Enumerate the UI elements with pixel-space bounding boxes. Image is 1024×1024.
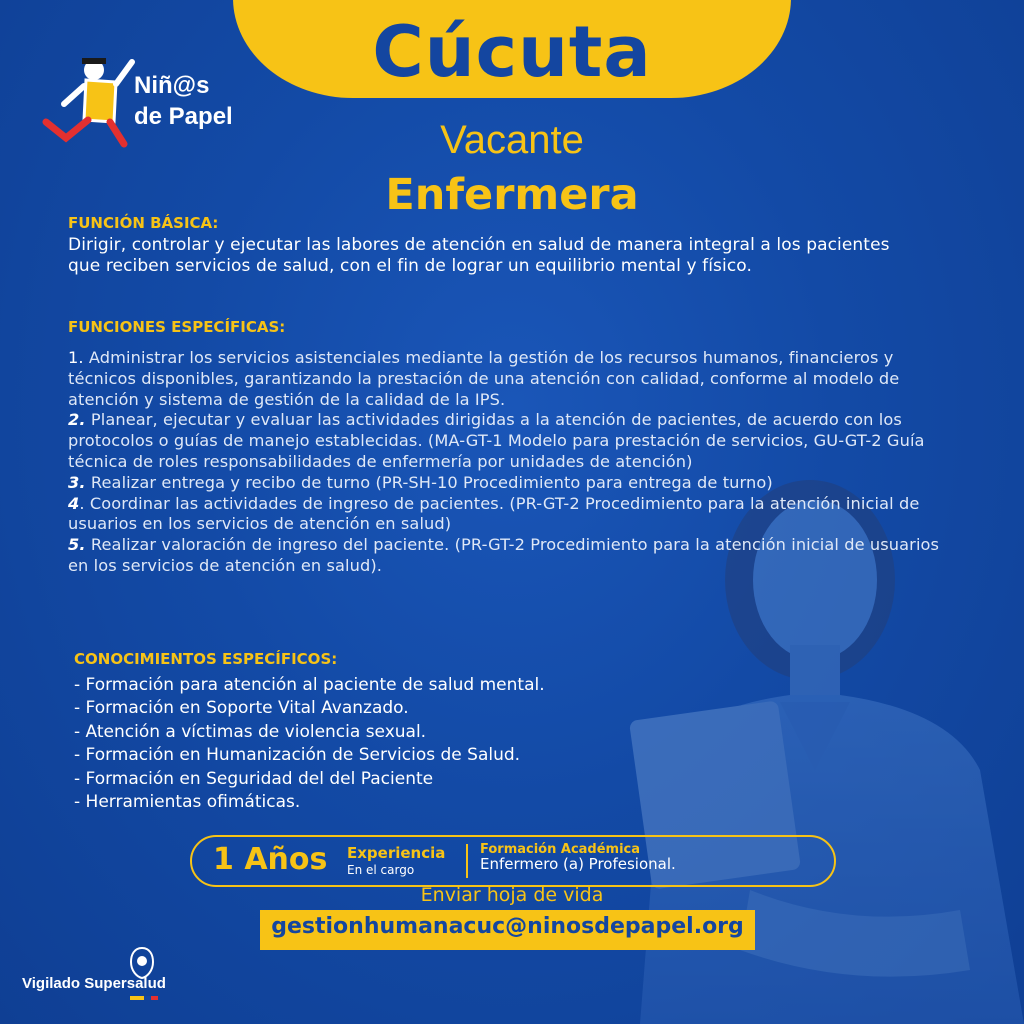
list-item: - Formación para atención al paciente de salud mental. bbox=[74, 674, 674, 697]
list-item: 3. Realizar entrega y recibo de turno (PR-SH-10 Procedimiento para entrega de turno) bbox=[68, 472, 773, 492]
list-item: 4. Coordinar las actividades de ingreso de pacientes. (PR-GT-2 Procedimiento para la atención inicial de usuarios en los servicios de atención en salud) bbox=[68, 493, 920, 534]
list-item: - Formación en Humanización de Servicios de Salud. bbox=[74, 744, 674, 767]
list-item: 2. Planear, ejecutar y evaluar las actividades dirigidas a la atención de pacientes, de acuerdo con los protocolos o guías de manejo establecidas. (MA-GT-1 Modelo para prestación de servicios, GU-GT-2 Guía técnica de roles responsabilidades de enfermería por unidades de atención) bbox=[68, 410, 925, 471]
experience-label: Experiencia bbox=[347, 844, 446, 862]
list-item: - Herramientas ofimáticas. bbox=[74, 791, 674, 814]
city-title: Cúcuta bbox=[372, 11, 652, 93]
education-label: Formación Académica bbox=[480, 842, 641, 857]
list-item: - Formación en Seguridad del del Paciente bbox=[74, 768, 674, 791]
list-item: - Formación en Soporte Vital Avanzado. bbox=[74, 697, 674, 720]
contact-email-link[interactable]: gestionhumanacuc@ninosdepapel.org bbox=[271, 914, 744, 939]
divider bbox=[466, 844, 468, 878]
education-value: Enfermero (a) Profesional. bbox=[480, 855, 676, 873]
experience-years: 1 Años bbox=[213, 842, 328, 877]
basic-function-heading: FUNCIÓN BÁSICA: bbox=[68, 214, 219, 232]
vigilado-supersalud-label: Vigilado Supersalud bbox=[22, 975, 166, 992]
job-title: Enfermera bbox=[385, 170, 639, 220]
send-cv-label: Enviar hoja de vida bbox=[420, 884, 604, 906]
basic-function-text: Dirigir, controlar y ejecutar las labores de atención en salud de manera integral a los pacientes que reciben servicios de salud, con el fin de lograr un equilibrio mental y físico. bbox=[68, 235, 890, 276]
colombia-flag-icon bbox=[130, 996, 158, 1000]
specific-knowledge-list bbox=[74, 674, 674, 814]
list-item: - Atención a víctimas de violencia sexual. bbox=[74, 721, 674, 744]
list-item: 5. Realizar valoración de ingreso del paciente. (PR-GT-2 Procedimiento para la atención inicial de usuarios en los servicios de atención en salud). bbox=[68, 535, 940, 575]
logo-text-line2: de Papel bbox=[134, 103, 233, 130]
specific-functions-heading: FUNCIONES ESPECÍFICAS: bbox=[68, 318, 286, 336]
specific-functions-list bbox=[68, 348, 948, 577]
logo-text-line1: Niñ@s bbox=[134, 72, 210, 99]
list-item: 1. Administrar los servicios asistenciales mediante la gestión de los recursos humanos, financieros y técnicos disponibles, garantizando la prestación de una atención con calidad, conforme al modelo de atención y sistema de gestión de la calidad de la IPS. bbox=[68, 348, 900, 409]
experience-sublabel: En el cargo bbox=[347, 863, 415, 877]
vacancy-label: Vacante bbox=[440, 118, 584, 162]
specific-knowledge-heading: CONOCIMIENTOS ESPECÍFICOS: bbox=[74, 650, 338, 668]
